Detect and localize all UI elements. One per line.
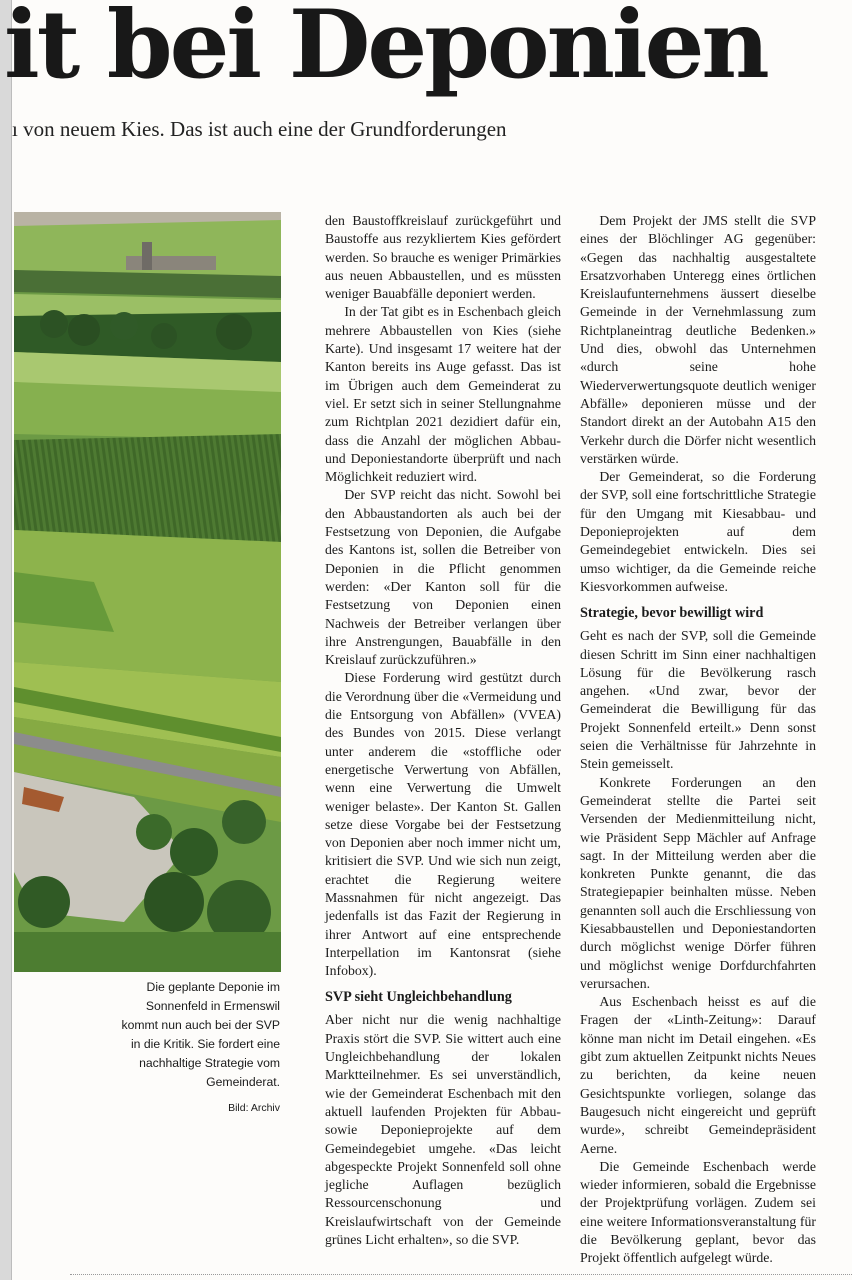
- paragraph: Konkrete Forderungen an den Gemeinderat stellte die Partei seit Versenden der Medienmitteilung nicht, wie Präsident Sepp Mächler auf Anfrage sagt. In der Mitteilung werden aber die konkreten Punkte genannt, die das Strategiepapier beinhalten müsse. Neben genannten soll auch die Erschliessung von Kiesabbaustellen und Deponiestandorten durch möglichst wenige Dörfer führen und möglichst wenige Dorfdurchfahrten verursachen.: [580, 774, 816, 991]
- paragraph: Aus Eschenbach heisst es auf die Fragen der «Linth-Zeitung»: Darauf könne man nicht im Detail eingehen. «Es gibt zum aktuellen Zeitpunkt nichts Neues zu berichten, da keine neuen Gesichtspunkte vorliegen, solange das Baugesuch nicht eingereicht und geprüft wurde», schreibt Gemeindepräsident Aerne.: [580, 994, 816, 1156]
- page-edge: [0, 0, 12, 1280]
- paragraph: Der Gemeinderat, so die Forderung der SVP, soll eine fortschrittliche Strategie für den Umgang mit Kiesabbau- und Deponieprojekten auf dem Gemeindegebiet entwickeln. Dies sei umso wichtiger, da die Gemeinde reiche Kiesvorkommen aufweise.: [580, 469, 816, 594]
- paragraph: Die Gemeinde Eschenbach werde wieder informieren, sobald die Ergebnisse der Projektprüfung vorlägen. Zudem sei eine weitere Informationsveranstaltung für die Bevölkerung geplant, bevor das Projekt öffentlich aufgelegt würde.: [580, 1158, 816, 1266]
- article-column-2: [580, 212, 816, 1268]
- article-column-1: [325, 212, 561, 1249]
- paragraph: Dem Projekt der JMS stellt die SVP eines der Blöchlinger AG gegenüber: «Gegen das nachhaltig ausgestaltete Ersatzvorhaben Unteregg eines örtlichen Kreislaufunternehmens äussert dieselbe Gemeinde in der Vernehmlassung zum Richtplaneintrag deutliche Bedenken.» Und dies, obwohl das Unternehmen «durch seine hohe Wiederverwertungsquote deutlich weniger Abfälle» deponieren müsse und der Standort direkt an der Autobahn A15 den Verkehr durch die Dörfer nicht wesentlich verstärken würde.: [580, 213, 816, 466]
- article-photo: [14, 212, 281, 972]
- article-subheadline: ı von neuem Kies. Das ist auch eine der Grundforderungen: [12, 117, 507, 141]
- photo-credit: Bild: Archiv: [228, 1102, 280, 1114]
- paragraph: In der Tat gibt es in Eschenbach gleich mehrere Abbaustellen von Kies (siehe Karte). Und insgesamt 17 weitere hat der Kanton bereits ins Auge gefasst. Das ist im Übrigen auch dem Gemeinderat zu viel. Er setzt sich in seiner Stellungnahme zum Richtplan 2021 dezidiert dafür ein, dass die Anzahl der möglichen Abbau- und Deponiestandorte überprüft und nach Möglichkeit reduziert wird.: [325, 304, 561, 485]
- section-heading: Strategie, bevor bewilligt wird: [580, 605, 764, 622]
- paragraph: den Baustoffkreislauf zurückgeführt und Baustoffe aus rezykliertem Kies gefördert werden. So brauche es weniger Primärkies aus neuen Abbaustellen, und es müssten weniger Bauabfälle deponiert werden.: [325, 213, 561, 302]
- article-headline: it bei Deponien: [4, 0, 767, 100]
- paragraph: Geht es nach der SVP, soll die Gemeinde diesen Schritt im Sinn einer nachhaltigen Lösung für die Bevölkerung rasch angehen. «Und zwar, bevor der Gemeinderat die Bewilligung für das Projekt Sonnenfeld erteilt.» Denn sonst seien die Verhältnisse für Jahrzehnte in Stein gemeisselt.: [580, 628, 816, 772]
- paragraph: Diese Forderung wird gestützt durch die Verordnung über die «Vermeidung und die Entsorgung von Abfällen» (VVEA) des Bundes von 2015. Diese verlangt unter anderem die «stoffliche oder energetische Verwertung von Abfällen, wenn eine Verwertung die Umwelt weniger belaste». Der Kanton St. Gallen setze diese Vorgabe bei der Festsetzung von Deponien aber noch immer nicht um, kritisiert die SVP. Und wie sich nun zeigt, erachtet die Regierung weitere Massnahmen für nicht angezeigt. Das jedenfalls ist das Fazit der Regierung in ihrer Antwort auf eine entsprechende Interpellation im Kantonsrat (siehe Infobox).: [325, 670, 561, 979]
- paragraph: Aber nicht nur die wenig nachhaltige Praxis stört die SVP. Sie wittert auch eine Ungleichbehandlung der lokalen Marktteilnehmer. Es sei unverständlich, wie der Gemeinderat Eschenbach mit den aktuell laufenden Projekten für Abbau- sowie Deponieprojekte auf dem Gemeindegebiet umgehe. «Das leicht abgespeckte Projekt Sonnenfeld soll ohne jegliche Auflagen bezüglich Ressourcenschonung und Kreislaufwirtschaft von der Gemeinde grünes Licht erhalten», so die SVP.: [325, 1012, 561, 1248]
- photo-caption: Die geplante Deponie im Sonnenfeld in Ermenswil kommt nun auch bei der SVP in die Kritik. Sie fordert eine nachhaltige Strategie vom Gemeinderat.: [121, 980, 280, 1089]
- paragraph: Der SVP reicht das nicht. Sowohl bei den Abbaustandorten als auch bei der Festsetzung von Deponien, die Aufgabe des Kantons ist, sollen die Betreiber von Deponien in die Pflicht genommen werden: «Der Kanton soll für die Festsetzung von Deponien einen Nachweis der Betreiber verlangen über ihre Anstrengungen, Bauabfälle in den Kreislauf zurückzuführen.»: [325, 487, 561, 668]
- page-divider: [70, 1274, 852, 1275]
- section-heading: SVP sieht Ungleichbehandlung: [325, 989, 512, 1006]
